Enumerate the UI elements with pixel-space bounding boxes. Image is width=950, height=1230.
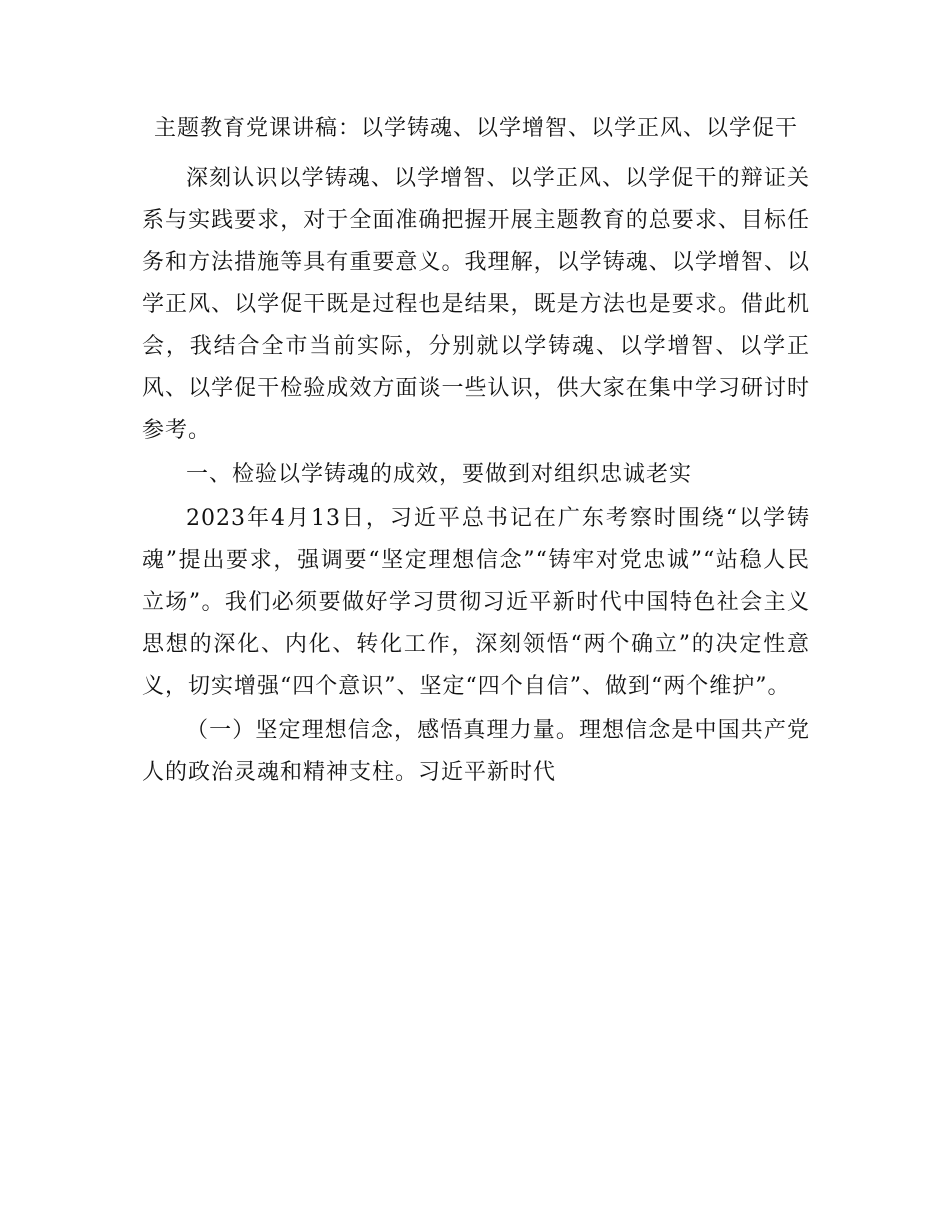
document-page — [142, 108, 810, 794]
intro-paragraph: 深刻认识以学铸魂、以学增智、以学正风、以学促干的辩证关系与实践要求，对于全面准确把握开展主题教育的总要求、目标任务和方法措施等具有重要意义。我理解，以学铸魂、以学增智、以学正风、以学促干既是过程也是结果，既是方法也是要求。借此机会，我结合全市当前实际，分别就以学铸魂、以学增智、以学正风、以学促干检验成效方面谈一些认识，供大家在集中学习研讨时参考。 — [142, 166, 810, 443]
body-paragraph-1: 2023年4月13日，习近平总书记在广东考察时围绕“以学铸魂”提出要求，强调要“坚定理想信念”“铸牢对党忠诚”“站稳人民立场”。我们必须要做好学习贯彻习近平新时代中国特色社会主义思想的深化、内化、转化工作，深刻领悟“两个确立”的决定性意义，切实增强“四个意识”、坚定“四个自信”、做到“两个维护”。 — [142, 506, 810, 699]
subsection-paragraph-1: （一）坚定理想信念，感悟真理力量。理想信念是中国共产党人的政治灵魂和精神支柱。习近平新时代 — [142, 718, 810, 785]
document-title: 主题教育党课讲稿：以学铸魂、以学增智、以学正风、以学促干 — [153, 116, 798, 141]
section-heading-1: 一、检验以学铸魂的成效，要做到对组织忠诚老实 — [186, 462, 693, 487]
title-spacer — [142, 150, 810, 158]
